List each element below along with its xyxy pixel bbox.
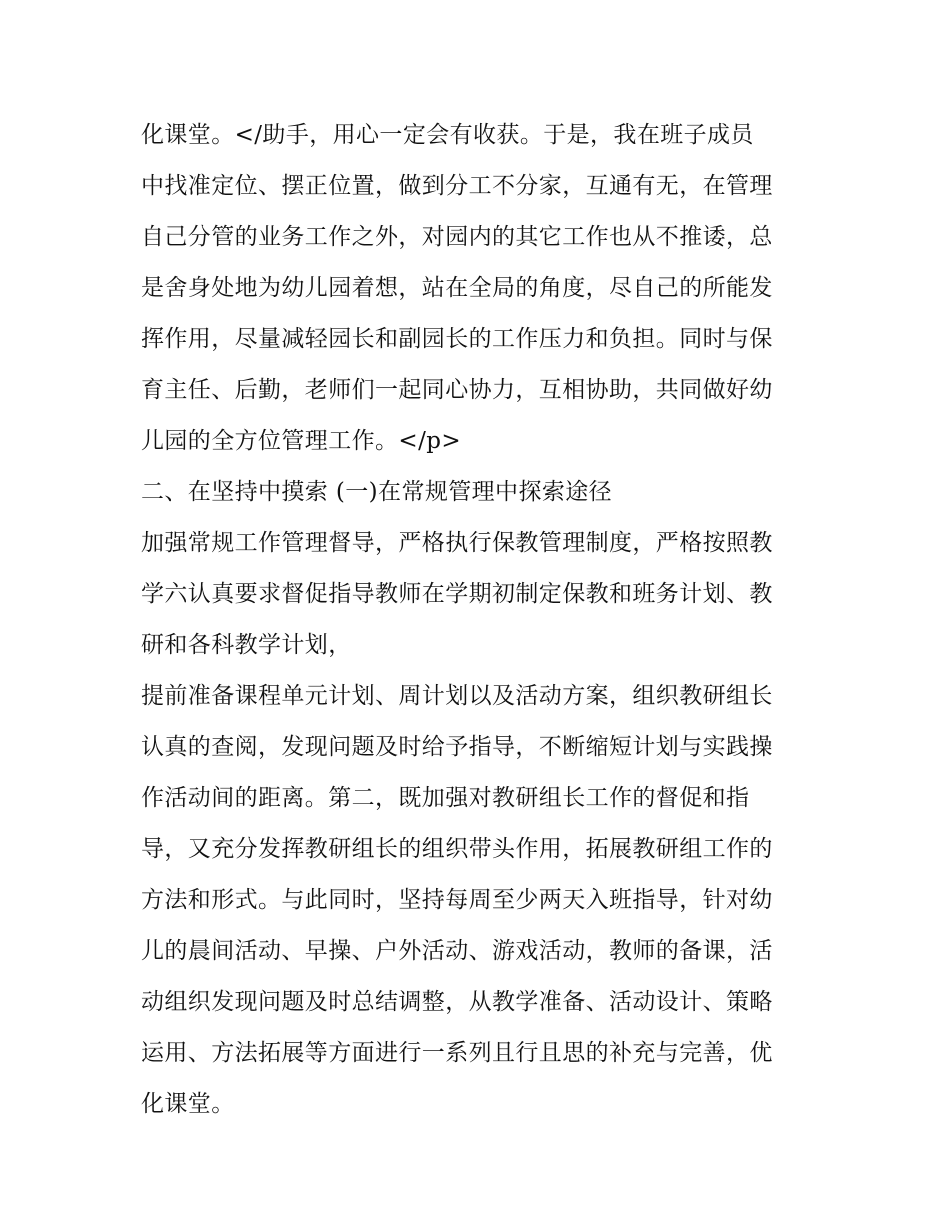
text-line: 作活动间的距离。第二，既加强对教研组长工作的督促和指 bbox=[141, 785, 750, 811]
text-line: 研和各科教学计划， bbox=[141, 632, 352, 658]
text-line: 儿的晨间活动、早操、户外活动、游戏活动，教师的备课，活 bbox=[141, 938, 773, 964]
text-line: 运用、方法拓展等方面进行一系列且行且思的补充与完善，优 bbox=[141, 1040, 773, 1066]
text-line: 化课堂。 bbox=[141, 1091, 235, 1117]
text-line: 中找准定位、摆正位置，做到分工不分家，互通有无，在管理 bbox=[141, 173, 773, 199]
text-line: 认真的查阅，发现问题及时给予指导，不断缩短计划与实践操 bbox=[141, 734, 773, 760]
text-line: 导，又充分发挥教研组长的组织带头作用，拓展教研组工作的 bbox=[141, 836, 773, 862]
text-line: 加强常规工作管理督导，严格执行保教管理制度，严格按照教 bbox=[141, 530, 773, 556]
text-line: 方法和形式。与此同时，坚持每周至少两天入班指导，针对幼 bbox=[141, 887, 773, 913]
text-line: 是舍身处地为幼儿园着想，站在全局的角度，尽自己的所能发 bbox=[141, 275, 773, 301]
text-line: 儿园的全方位管理工作。</p> bbox=[141, 428, 462, 454]
section-heading: 二、在坚持中摸索 (一)在常规管理中探索途径 bbox=[141, 479, 613, 505]
text-line: 动组织发现问题及时总结调整，从教学准备、活动设计、策略 bbox=[141, 989, 773, 1015]
text-line: 挥作用，尽量减轻园长和副园长的工作压力和负担。同时与保 bbox=[141, 326, 773, 352]
document-body bbox=[141, 110, 821, 1130]
text-line: 自己分管的业务工作之外，对园内的其它工作也从不推诿，总 bbox=[141, 224, 773, 250]
text-line: 育主任、后勤，老师们一起同心协力，互相协助，共同做好幼 bbox=[141, 377, 773, 403]
text-line: 化课堂。</助手，用心一定会有收获。于是，我在班子成员 bbox=[141, 122, 754, 148]
text-line: 学六认真要求督促指导教师在学期初制定保教和班务计划、教 bbox=[141, 581, 773, 607]
text-line: 提前准备课程单元计划、周计划以及活动方案，组织教研组长 bbox=[141, 683, 773, 709]
